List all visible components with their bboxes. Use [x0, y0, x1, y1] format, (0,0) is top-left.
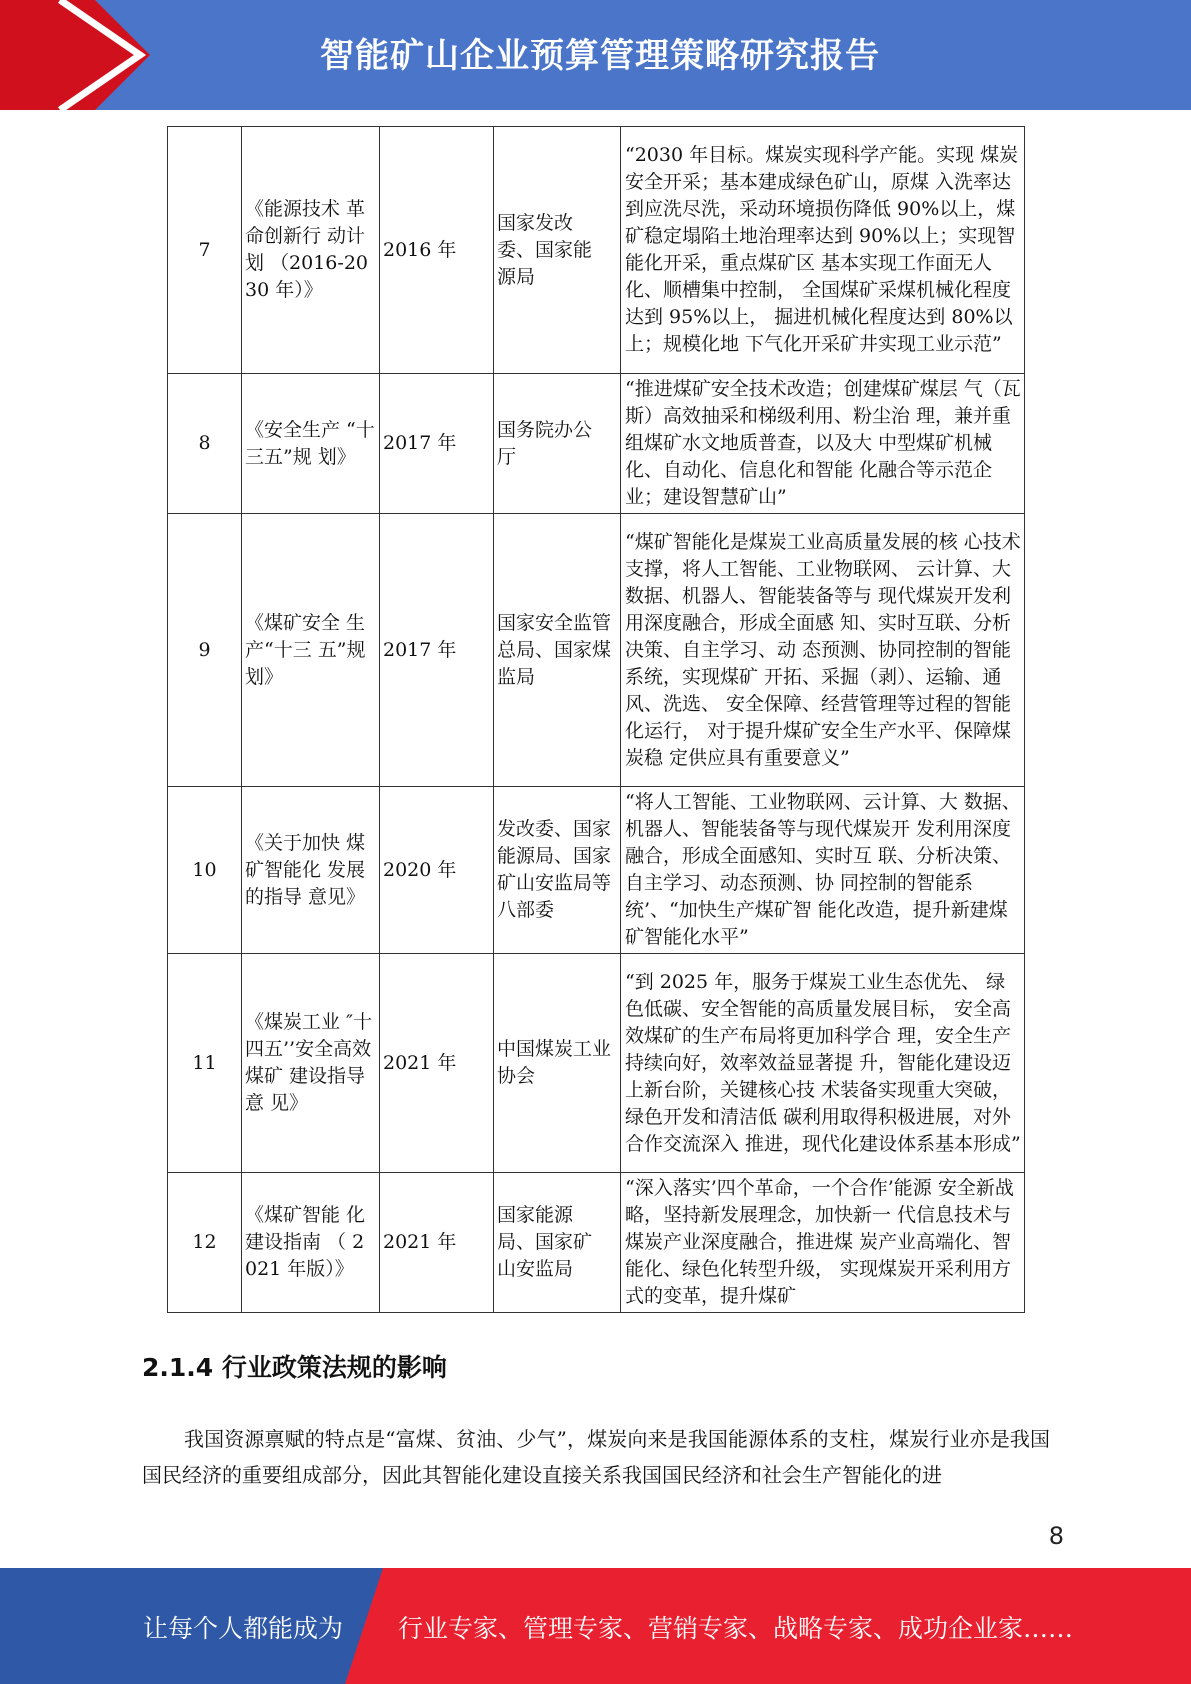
policy-title: 《煤矿安全 生产“十三 五”规划》 [242, 514, 380, 787]
policy-content: “到 2025 年，服务于煤炭工业生态优先、 绿色低碳、安全智能的高质量发展目标， 安全高效煤矿的生产布局将更加科学合 理，安全生产持续向好，效率效益显著提 升，智能化建设迈上新台阶，关键核心技 术装备实现重大突破，绿色开发和清洁低 碳利用取得积极进展，对外合作交流深入 推进，现代化建设体系基本形成” [621, 954, 1025, 1173]
row-number: 11 [168, 954, 242, 1173]
page-header [0, 0, 1191, 110]
policy-content: “煤矿智能化是煤炭工业高质量发展的核 心技术支撑，将人工智能、工业物联网、 云计算、大数据、机器人、智能装备等与 现代煤炭开发利用深度融合，形成全面感 知、实时互联、分析决策、自主学习、动 态预测、协同控制的智能系统，实现煤矿 开拓、采掘（剥）、运输、通风、洗选、 安全保障、经营管理等过程的智能化运行， 对于提升煤矿安全生产水平、保障煤炭稳 定供应具有重要意义” [621, 514, 1025, 787]
header-arrow-decoration [0, 0, 150, 110]
row-number: 10 [168, 787, 242, 954]
policy-department: 国务院办公 厅 [494, 374, 621, 514]
row-number: 12 [168, 1173, 242, 1313]
policy-department: 国家发改 委、国家能 源局 [494, 127, 621, 374]
policy-year: 2017 年 [380, 514, 494, 787]
table-row [168, 514, 1025, 787]
policy-content: “深入落实’四个革命，一个合作’能源 安全新战略，坚持新发展理念，加快新一 代信息技术与煤炭产业深度融合，推进煤 炭产业高端化、智能化、绿色化转型升级， 实现煤炭开采利用方式的变革，提升煤矿 [621, 1173, 1025, 1313]
policy-year: 2016 年 [380, 127, 494, 374]
policy-title: 《煤炭工业 ″十四五’’安全高效煤矿 建设指导意 见》 [242, 954, 380, 1173]
policy-content: “将人工智能、工业物联网、云计算、大 数据、机器人、智能装备等与现代煤炭开 发利用深度融合，形成全面感知、实时互 联、分析决策、自主学习、动态预测、协 同控制的智能系统’、“加快生产煤矿智 能化改造，提升新建煤矿智能化水平” [621, 787, 1025, 954]
policy-year: 2021 年 [380, 1173, 494, 1313]
page-number: 8 [1048, 1522, 1064, 1550]
policy-department: 国家安全监管总局、国家煤监局 [494, 514, 621, 787]
policy-title: 《关于加快 煤矿智能化 发展的指导 意见》 [242, 787, 380, 954]
policy-department: 中国煤炭工业协会 [494, 954, 621, 1173]
policy-content: “推进煤矿安全技术改造；创建煤矿煤层 气（瓦斯）高效抽采和梯级利用、粉尘治 理，兼并重组煤矿水文地质普查，以及大 中型煤矿机械化、自动化、信息化和智能 化融合等示范企业；建设智慧矿山” [621, 374, 1025, 514]
policy-table [167, 126, 1025, 1313]
row-number: 8 [168, 374, 242, 514]
policy-year: 2021 年 [380, 954, 494, 1173]
report-title: 智能矿山企业预算管理策略研究报告 [320, 36, 880, 76]
policy-year: 2020 年 [380, 787, 494, 954]
row-number: 9 [168, 514, 242, 787]
section-heading: 2.1.4 行业政策法规的影响 [142, 1353, 447, 1382]
policy-title: 《安全生产 “十三五”规 划》 [242, 374, 380, 514]
footer-slogan-left: 让每个人都能成为 [143, 1614, 344, 1643]
body-paragraph: 我国资源禀赋的特点是“富煤、贫油、少气”，煤炭向来是我国能源体系的支柱，煤炭行业亦是我国国民经济的重要组成部分，因此其智能化建设直接关系我国国民经济和社会生产智能化的进 [142, 1427, 1050, 1487]
policy-title: 《煤矿智能 化建设指南 （ 2021 年版）》 [242, 1173, 380, 1313]
policy-year: 2017 年 [380, 374, 494, 514]
policy-department: 发改委、国家能源局、国家矿山安监局等八部委 [494, 787, 621, 954]
page-footer [0, 1568, 1191, 1684]
policy-content: “2030 年目标。煤炭实现科学产能。实现 煤炭安全开采；基本建成绿色矿山，原煤 入洗率达到应洗尽洗，采动环境损伤降低 90%以上，煤矿稳定塌陷土地治理率达到 90%以上；实现智能化开采，重点煤矿区 基本实现工作面无人化、顺槽集中控制， 全国煤矿采煤机械化程度达到 95%以上， 掘进机械化程度达到 80%以上；规模化地 下气化开采矿井实现工业示范” [621, 127, 1025, 374]
footer-slogan-right: 行业专家、管理专家、营销专家、战略专家、成功企业家…… [398, 1614, 1074, 1643]
policy-title: 《能源技术 革命创新行 动计划 （2016-2030 年）》 [242, 127, 380, 374]
policy-department: 国家能源 局、国家矿 山安监局 [494, 1173, 621, 1313]
table-row [168, 787, 1025, 954]
row-number: 7 [168, 127, 242, 374]
table-row [168, 374, 1025, 514]
table-row [168, 1173, 1025, 1313]
table-row [168, 954, 1025, 1173]
table-row [168, 127, 1025, 374]
